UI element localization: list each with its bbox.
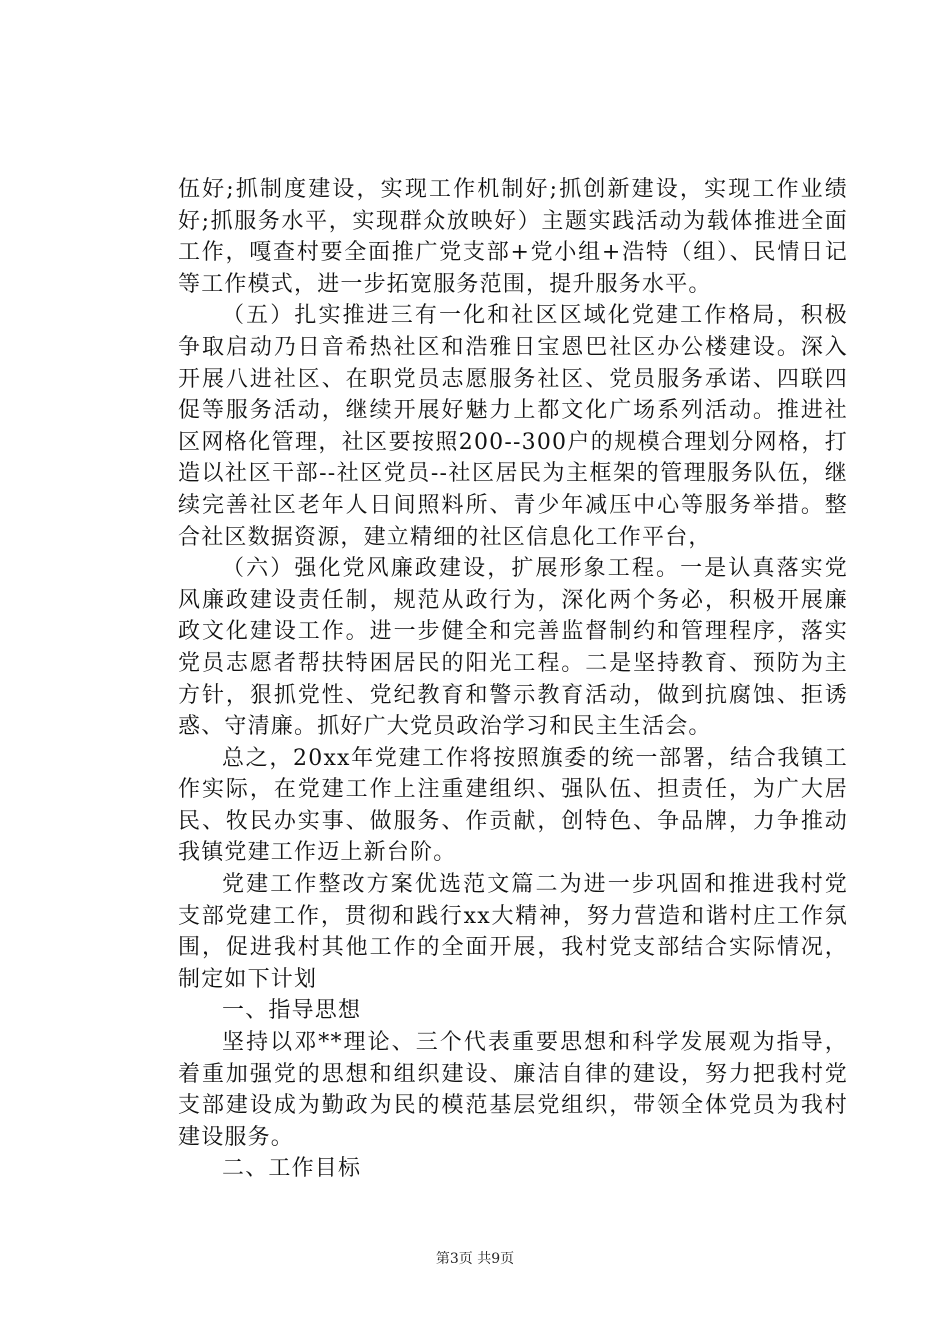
paragraph-7: 坚持以邓**理论、三个代表重要思想和科学发展观为指导，着重加强党的思想和组织建设、廉洁自律的建设，努力把我村党支部建设成为勤政为民的模范基层党组织，带领全体党员为我村建设服务。 xyxy=(178,1030,848,1150)
paragraph-3: （六）强化党风廉政建设，扩展形象工程。一是认真落实党风廉政建设责任制，规范从政行为，深化两个务必，积极开展廉政文化建设工作。进一步健全和完善监督制约和管理程序，落实党员志愿者帮扶特困居民的阳光工程。二是坚持教育、预防为主方针，狠抓党性、党纪教育和警示教育活动，做到抗腐蚀、拒诱惑、守清廉。抓好广大党员政治学习和民主生活会。 xyxy=(178,556,848,740)
document-body xyxy=(178,174,848,1185)
paragraph-4: 总之，20xx年党建工作将按照旗委的统一部署，结合我镇工作实际，在党建工作上注重建组织、强队伍、担责任，为广大居民、牧民办实事、做服务、作贡献，创特色、争品牌，力争推动我镇党建工作迈上新台阶。 xyxy=(178,745,848,866)
paragraph-2: （五）扎实推进三有一化和社区区域化党建工作格局，积极争取启动乃日音希热社区和浩雅日宝恩巴社区办公楼建设。深入开展八进社区、在职党员志愿服务社区、党员服务承诺、四联四促等服务活动，继续开展好魅力上都文化广场系列活动。推进社区网格化管理，社区要按照200--300户的规模合理划分网格，打造以社区干部--社区党员--社区居民为主框架的管理服务队伍，继续完善社区老年人日间照料所、青少年减压中心等服务举措。整合社区数据资源，建立精细的社区信息化工作平台， xyxy=(178,303,848,550)
paragraph-1: 伍好;抓制度建设，实现工作机制好;抓创新建设，实现工作业绩好;抓服务水平，实现群众放映好）主题实践活动为载体推进全面工作，嘎查村要全面推广党支部+党小组+浩特（组）、民情日记等工作模式，进一步拓宽服务范围，提升服务水平。 xyxy=(178,177,848,297)
section-heading-work-goals: 二、工作目标 xyxy=(222,1156,362,1182)
paragraph-5: 党建工作整改方案优选范文篇二为进一步巩固和推进我村党支部党建工作，贯彻和践行xx大精神，努力营造和谐村庄工作氛围，促进我村其他工作的全面开展，我村党支部结合实际情况，制定如下计划 xyxy=(178,872,848,992)
section-heading-guiding-thought: 一、指导思想 xyxy=(222,998,362,1024)
page-number-footer: 第3页 共9页 xyxy=(435,1251,515,1267)
